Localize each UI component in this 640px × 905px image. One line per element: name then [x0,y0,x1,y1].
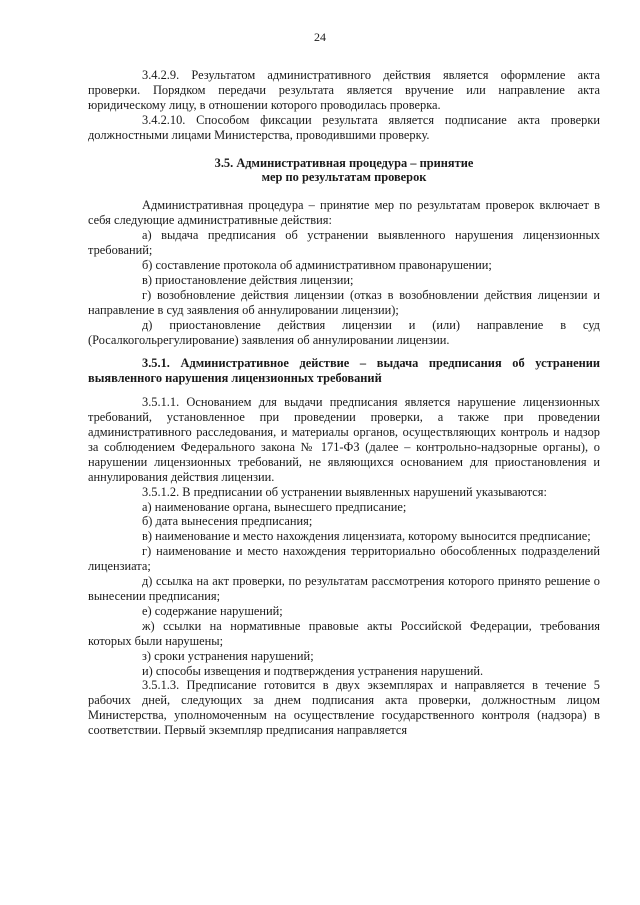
document-body [88,68,600,738]
list-item: ж) ссылки на нормативные правовые акты Российской Федерации, требования которых были нарушены; [88,618,600,648]
section-heading-line: 3.5. Административная процедура – принятие [214,155,474,170]
list-item: д) приостановление действия лицензии и (или) направление в суд (Росалкогольрегулирование) заявления об аннулировании лицензии. [88,317,600,347]
paragraph-3-4-2-10: 3.4.2.10. Способом фиксации результата является подписание акта проверки должностными лицами Министерства, проводившими проверку. [88,112,600,142]
list-item: в) приостановление действия лицензии; [142,272,354,287]
section-heading-3-5-1: 3.5.1. Административное действие – выдача предписания об устранении выявленного нарушения лицензионных требований [88,356,600,386]
list-item: б) дата вынесения предписания; [142,514,313,529]
list-item: и) способы извещения и подтверждения устранения нарушений. [142,663,484,678]
list-item: д) ссылка на акт проверки, по результатам рассмотрения которого принято решение о вынесении предписания; [88,574,600,603]
list-item: в) наименование и место нахождения лицензиата, которому выносится предписание; [142,529,591,544]
paragraph-procedure-intro: Административная процедура – принятие мер по результатам проверок включает в себя следующие административные действия: [88,198,600,228]
paragraph-3-4-2-9: 3.4.2.9. Результатом административного действия является оформление акта проверки. Порядком передачи результата является вручение или направление акта юридическому лицу, в отношении которого проводилась проверка. [88,68,600,112]
list-item: а) наименование органа, вынесшего предписание; [142,499,407,514]
list-item: г) наименование и место нахождения территориально обособленных подразделений лицензиата; [88,544,600,574]
list-item: г) возобновление действия лицензии (отказ в возобновлении действия лицензии и направление в суд заявления об аннулировании лицензии); [88,287,600,317]
paragraph-3-5-1-2: 3.5.1.2. В предписании об устранении выявленных нарушений указываются: [142,484,547,499]
section-heading-line: мер по результатам проверок [261,170,427,185]
paragraph-3-5-1-3: 3.5.1.3. Предписание готовится в двух экземплярах и направляется в течение 5 рабочих дней, следующих за днем подписания акта проверки, должностным лицом Министерства, уполномоченным на осуществление государственного контроля (надзора) в соответствии. Первый экземпляр предписания направляется [88,678,600,738]
list-item: б) составление протокола об административном правонарушении; [142,257,492,272]
paragraph-3-5-1-1: 3.5.1.1. Основанием для выдачи предписания является нарушение лицензионных требований, установленное при проведении проверки, а также при проведении административного расследования, и материалы органов, осуществляющих контроль и надзор за соблюдением Федерального закона № 171-ФЗ (далее – контрольно-надзорные органы), о нарушении лицензионных требований, не являющихся основанием для приостановления и аннулирования действия лицензии. [88,395,600,484]
list-item: з) сроки устранения нарушений; [142,648,314,663]
list-item: а) выдача предписания об устранении выявленного нарушения лицензионных требований; [88,228,600,258]
section-heading-3-5 [88,156,600,186]
list-item: е) содержание нарушений; [142,603,283,618]
page-number: 24 [314,30,326,44]
